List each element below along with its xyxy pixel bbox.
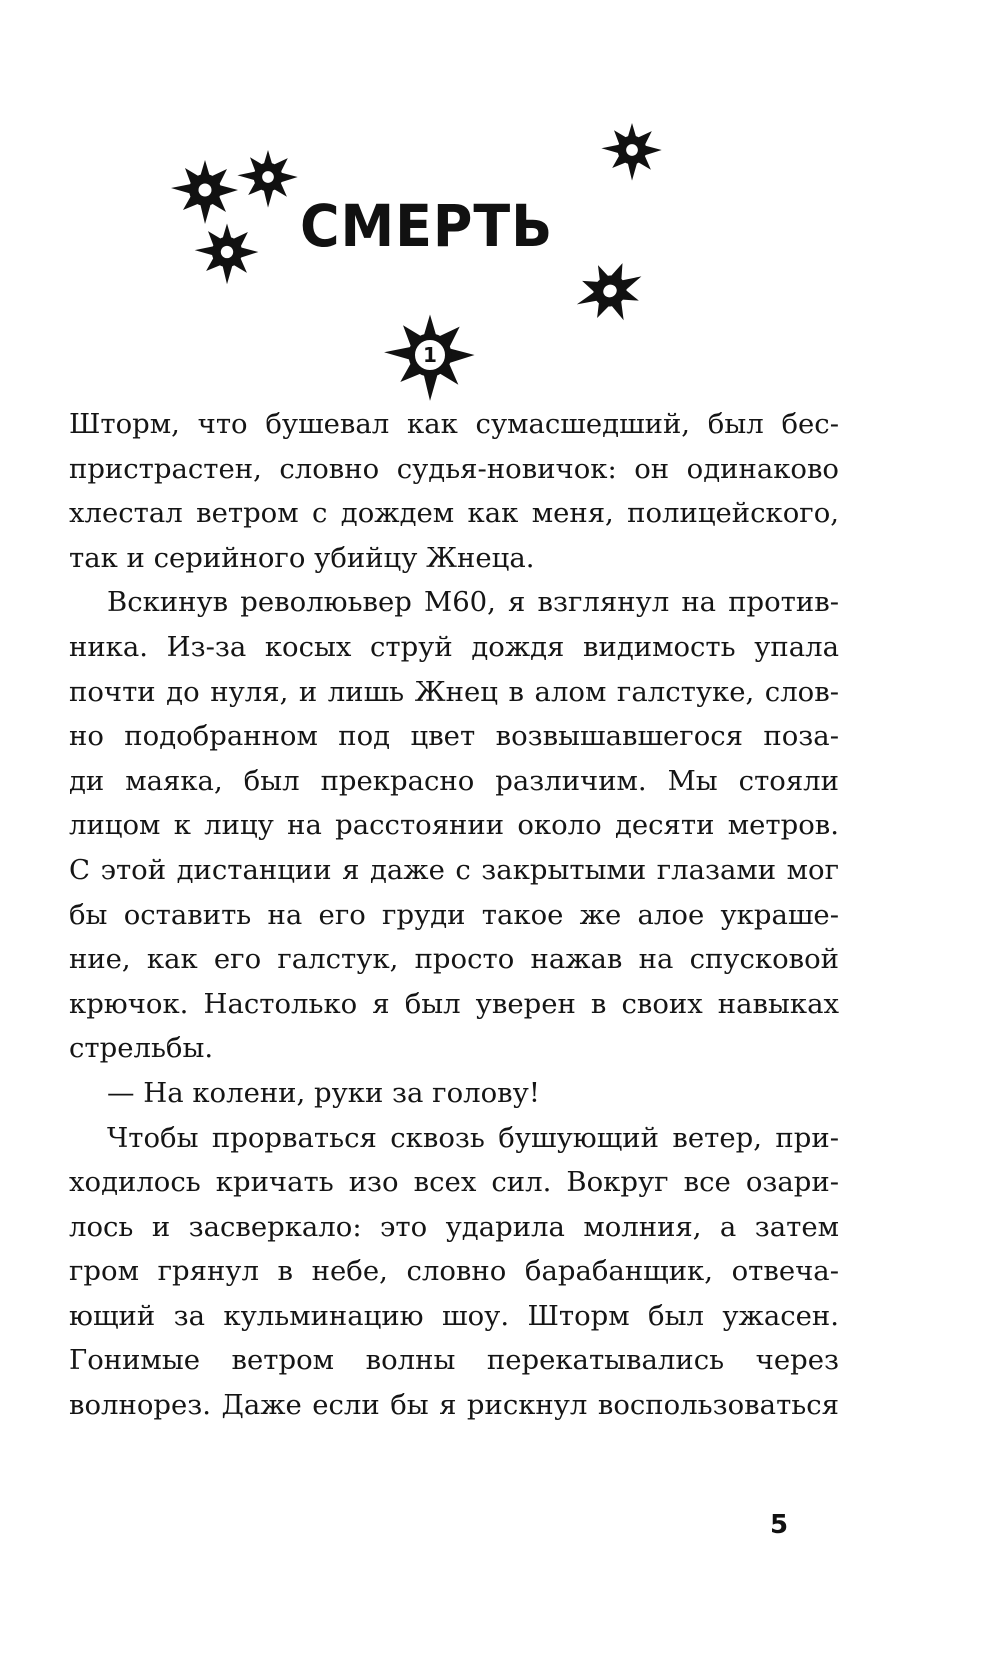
text-line: С этой дистанции я даже с закрытыми глазами мог: [69, 853, 839, 886]
text-line: ние, как его галстук, просто нажав на спусковой: [69, 943, 839, 976]
bullet-hole-icon: [195, 224, 259, 285]
text-line: ника. Из-за косых струй дождя видимость упала: [69, 630, 839, 663]
text-line: ходилось кричать изо всех сил. Вокруг все озари-: [69, 1166, 839, 1199]
text-line: Вскинув революьвер М60, я взглянул на против-: [107, 586, 839, 619]
text-line: лось и засверкало: это ударила молния, а затем: [69, 1210, 839, 1243]
text-line: волнорез. Даже если бы я рискнул воспользоваться: [69, 1389, 839, 1422]
text-line: Чтобы прорваться сквозь бушующий ветер, при-: [107, 1121, 839, 1154]
text-line: стрельбы.: [69, 1032, 214, 1065]
text-line: ющий за кульминацию шоу. Шторм был ужасен.: [69, 1299, 839, 1332]
bullet-hole-icon: [601, 123, 661, 181]
text-line: бы оставить на его груди такое же алое украше-: [69, 898, 839, 931]
text-line: почти до нуля, и лишь Жнец в алом галстуке, слов-: [69, 675, 839, 708]
text-line: ди маяка, был прекрасно различим. Мы стояли: [69, 764, 839, 797]
text-line: Гонимые ветром волны перекатывались через: [69, 1344, 839, 1377]
text-line: крючок. Настолько я был уверен в своих навыках: [69, 987, 839, 1020]
text-line: гром грянул в небе, словно барабанщик, отвеча-: [69, 1255, 839, 1288]
chapter-body-text: [69, 402, 839, 1428]
text-line: пристрастен, словно судья-новичок: он одинаково: [69, 452, 839, 485]
bullet-hole-icon: [566, 251, 655, 336]
text-line: лицом к лицу на расстоянии около десяти метров.: [69, 809, 839, 842]
chapter-title: СМЕРТЬ: [300, 192, 554, 260]
chapter-number: 1: [412, 337, 448, 373]
bullet-hole-icon: [171, 160, 238, 224]
page-number: 5: [770, 1510, 789, 1540]
text-line: но подобранном под цвет возвышавшегося поза-: [69, 720, 839, 753]
text-line: так и серийного убийцу Жнеца.: [69, 541, 535, 574]
bullet-hole-icon: [237, 150, 297, 208]
text-line: хлестал ветром с дождем как меня, полицейского,: [69, 497, 839, 530]
text-line: — На колени, руки за голову!: [107, 1076, 540, 1109]
text-line: Шторм, что бушевал как сумасшедший, был бес-: [69, 408, 839, 440]
